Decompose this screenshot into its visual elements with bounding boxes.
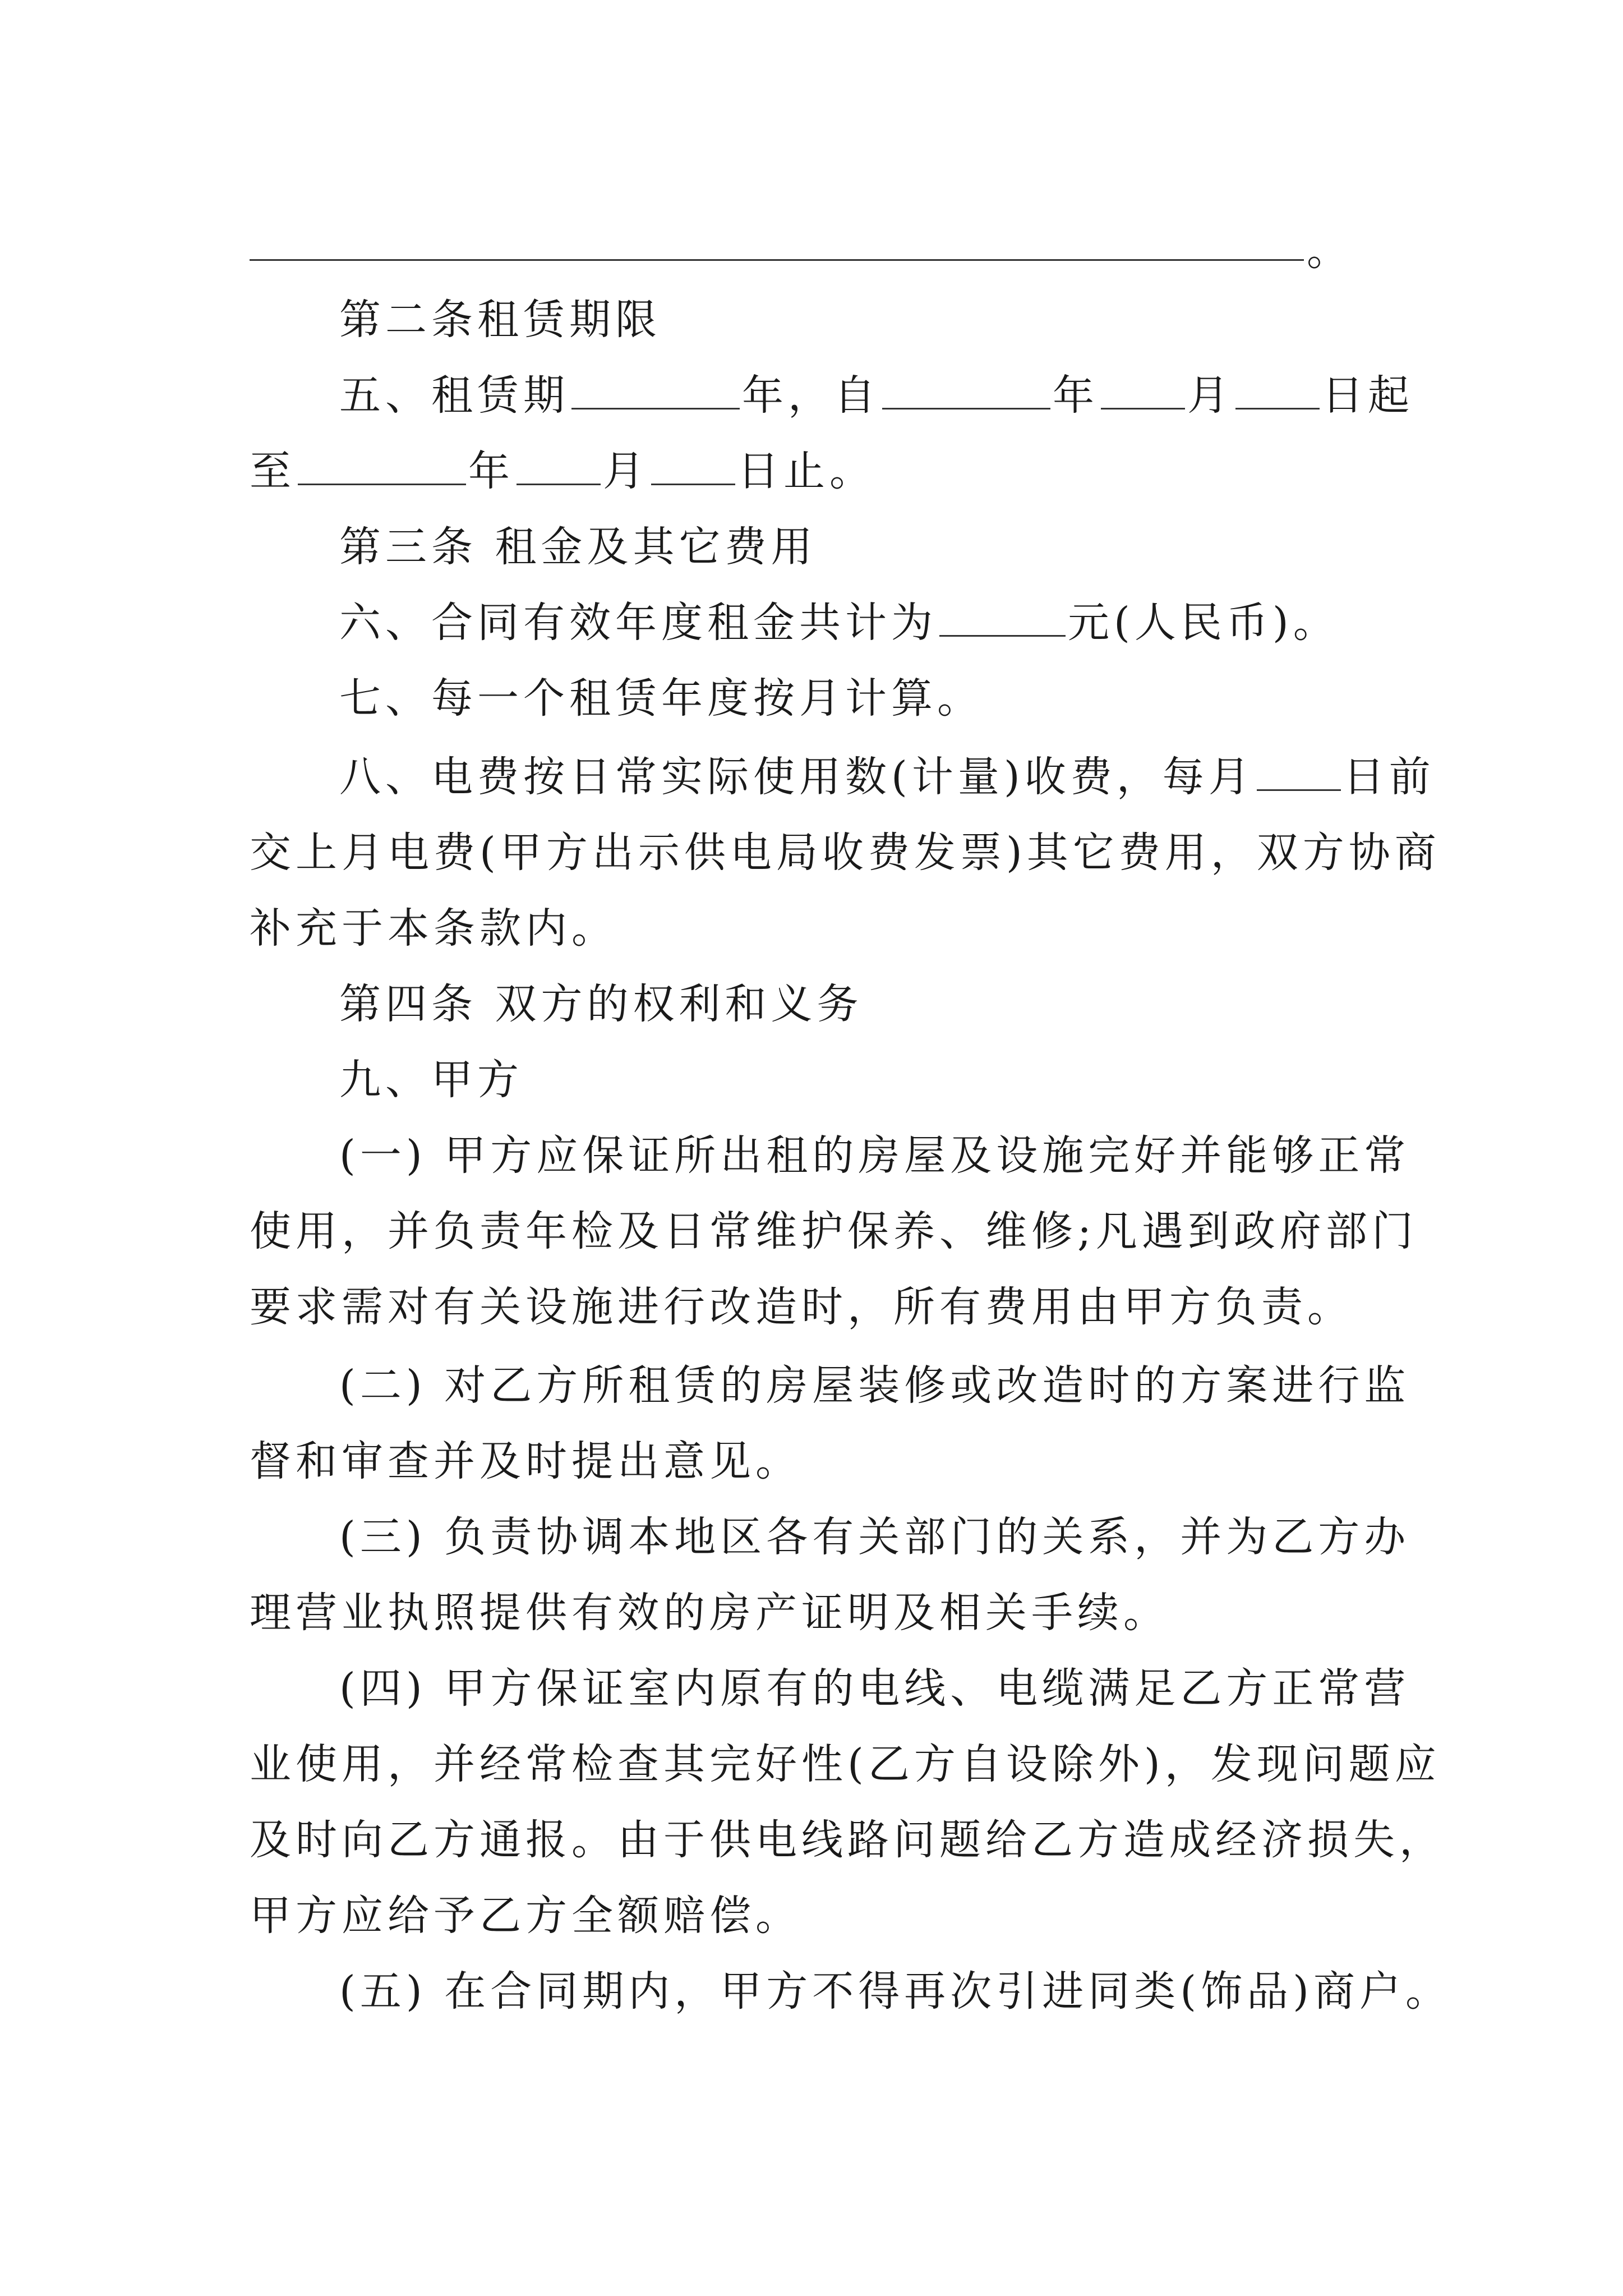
para-3-line-2: 理营业执照提供有效的房产证明及相关手续。 xyxy=(250,1589,1169,1637)
para-4-line-4: 甲方应给予乙方全额赔偿。 xyxy=(250,1892,801,1940)
blank-start-day xyxy=(1235,372,1320,409)
article-3-heading: 第三条 租金及其它费用 xyxy=(339,523,817,571)
para-2-line-2: 督和审查并及时提出意见。 xyxy=(250,1437,801,1485)
blank-payment-day xyxy=(1257,753,1341,791)
clause-8-line-3: 补充于本条款内。 xyxy=(250,904,617,953)
para-3-line-1: (三) 负责协调本地区各有关部门的关系，并为乙方办 xyxy=(339,1513,1410,1561)
blank-start-year xyxy=(882,372,1050,409)
clause-5-line-2: 至 年 月 日止。 xyxy=(250,447,875,495)
clause-8-line-2: 交上月电费(甲方出示供电局收费发票)其它费用，双方协商 xyxy=(250,829,1441,877)
para-1-line-1: (一) 甲方应保证所出租的房屋及设施完好并能够正常 xyxy=(339,1131,1410,1180)
blank-end-year xyxy=(298,448,466,485)
blank-end-day xyxy=(651,448,735,485)
article-4-heading: 第四条 双方的权利和义务 xyxy=(339,980,863,1028)
fill-in-rule xyxy=(250,259,1304,261)
para-5-line-1: (五) 在合同期内，甲方不得再次引进同类(饰品)商户。 xyxy=(339,1967,1452,2016)
para-2-line-1: (二) 对乙方所租赁的房屋装修或改造时的方案进行监 xyxy=(339,1361,1410,1410)
rule-end-mark: 。 xyxy=(1307,227,1348,275)
blank-rent-amount xyxy=(939,599,1066,637)
para-1-line-2: 使用，并负责年检及日常维护保养、维修;凡遇到政府部门 xyxy=(250,1207,1418,1255)
blank-term-years xyxy=(571,372,740,409)
para-4-line-3: 及时向乙方通报。由于供电线路问题给乙方造成经济损失， xyxy=(250,1816,1445,1864)
clause-8-line-1: 八、电费按日常实际使用数(计量)收费，每月 日前 xyxy=(339,753,1435,801)
clause-9: 九、甲方 xyxy=(339,1056,523,1104)
para-4-line-2: 业使用，并经常检查其完好性(乙方自设除外)，发现问题应 xyxy=(250,1740,1441,1788)
blank-start-month xyxy=(1101,372,1185,409)
para-4-line-1: (四) 甲方保证室内原有的电线、电缆满足乙方正常营 xyxy=(339,1664,1410,1713)
clause-7: 七、每一个租赁年度按月计算。 xyxy=(339,674,983,723)
clause-6: 六、合同有效年度租金共计为 元(人民币)。 xyxy=(339,599,1339,647)
article-2-heading: 第二条租赁期限 xyxy=(339,296,661,344)
para-1-line-3: 要求需对有关设施进行改造时，所有费用由甲方负责。 xyxy=(250,1283,1353,1331)
blank-end-month xyxy=(517,448,601,485)
clause-5-line-1: 五、租赁期 年，自 年 月 日起 xyxy=(339,371,1414,420)
